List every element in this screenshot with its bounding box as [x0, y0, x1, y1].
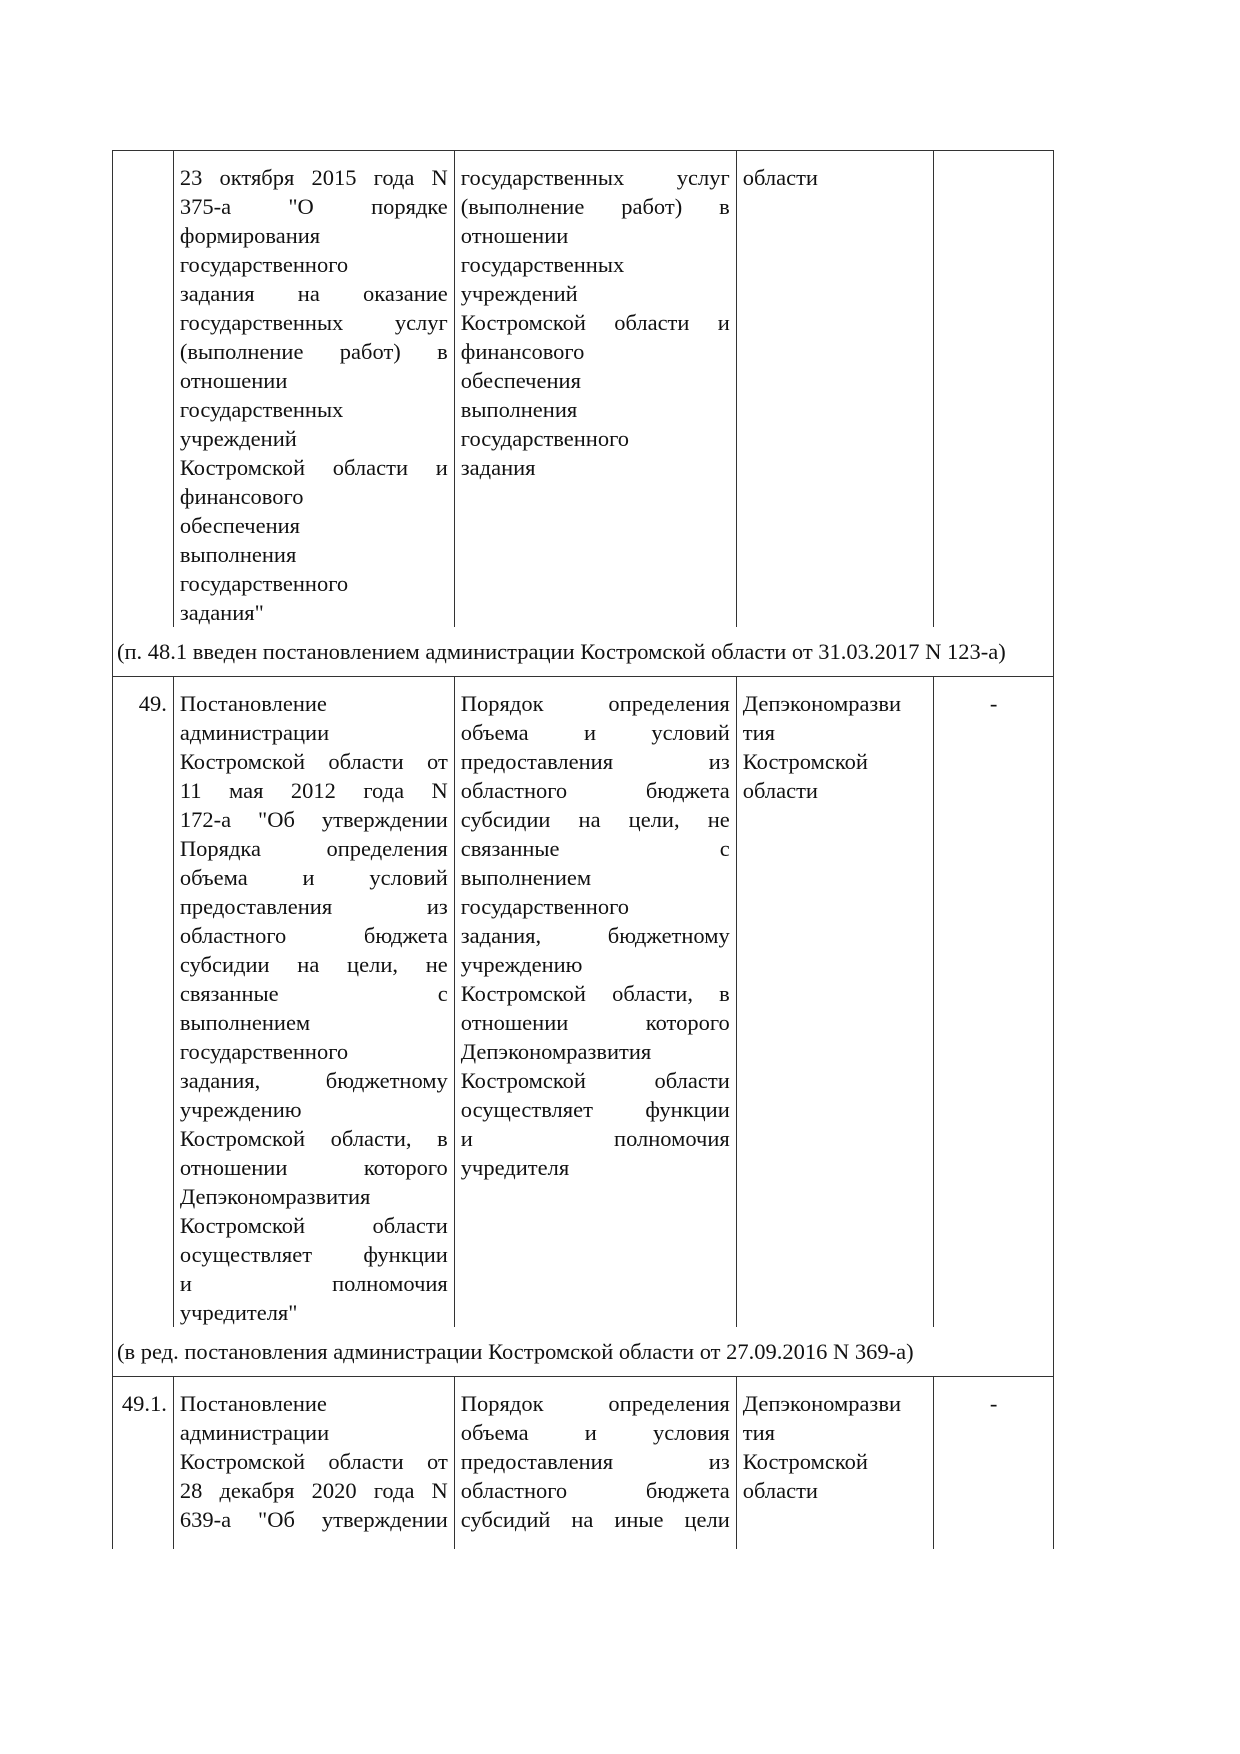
text-line: и полномочия [460, 1126, 730, 1151]
text-line: Костромской [742, 1449, 868, 1474]
text-line: задания [460, 455, 536, 480]
text-line: государственного [179, 571, 349, 596]
document-cell [173, 677, 454, 1328]
text-line: учреждений [179, 426, 297, 451]
text-line: 11 мая 2012 года N [179, 778, 448, 803]
row-number: 49. [113, 677, 174, 1328]
text-line: субсидий на иные цели [460, 1507, 730, 1532]
text-line: государственного [179, 252, 349, 277]
amendment-note-row [113, 1327, 1054, 1377]
subject-cell [454, 151, 736, 628]
text-line: областного бюджета [460, 1478, 730, 1503]
document-page [112, 150, 1054, 1549]
text-line: объема и условий [179, 865, 448, 890]
text-line: области [742, 778, 818, 803]
extra-cell [934, 151, 1054, 628]
text-line: Депэкономразвития [179, 1184, 371, 1209]
text-line: обеспечения [179, 513, 301, 538]
text-line: области [742, 1478, 818, 1503]
text-line: Депэкономразви [742, 691, 901, 716]
text-line: государственных услуг [179, 310, 448, 335]
text-line: задания, бюджетному [179, 1068, 448, 1093]
text-line: Порядка определения [179, 836, 448, 861]
row-number: 49.1. [113, 1377, 174, 1549]
text-line: отношении [460, 223, 569, 248]
document-cell [173, 1377, 454, 1549]
text-line: учредителя [460, 1155, 570, 1180]
text-line: государственных [179, 397, 344, 422]
table-row [113, 677, 1054, 1328]
text-line: предоставления из [179, 894, 448, 919]
text-line: субсидии на цели, не [179, 952, 448, 977]
text-line: Порядок определения [460, 1391, 730, 1416]
text-line: Костромской области от [179, 1449, 448, 1474]
text-line: выполнением [179, 1010, 311, 1035]
subject-cell [454, 677, 736, 1328]
text-line: осуществляет функции [460, 1097, 730, 1122]
text-line: областного бюджета [460, 778, 730, 803]
text-line: предоставления из [460, 749, 730, 774]
text-line: учреждению [460, 952, 583, 977]
responsible-cell [736, 1377, 934, 1549]
text-line: государственных услуг [460, 165, 730, 190]
text-line: задания на оказание [179, 281, 448, 306]
text-line: выполнением [460, 865, 592, 890]
text-line: государственного [460, 426, 630, 451]
text-line: Постановление [179, 691, 327, 716]
text-line: объема и условий [460, 720, 730, 745]
text-line: финансового [460, 339, 585, 364]
text-line: Костромской области и [460, 310, 730, 335]
text-line: осуществляет функции [179, 1242, 448, 1267]
text-line: Депэкономразви [742, 1391, 901, 1416]
text-line: выполнения [179, 542, 297, 567]
text-line: государственного [460, 894, 630, 919]
text-line: и полномочия [179, 1271, 448, 1296]
text-line: выполнения [460, 397, 578, 422]
amendment-note: (п. 48.1 введен постановлением администрации Костромской области от 31.03.2017 N 123-а) [113, 627, 1054, 677]
text-line: Костромской области [460, 1068, 730, 1093]
text-line: 639-а "Об утверждении [179, 1507, 448, 1532]
text-line: учреждению [179, 1097, 302, 1122]
text-line: формирования [179, 223, 321, 248]
row-number [113, 151, 174, 628]
text-line: области [742, 165, 818, 190]
text-line: учреждений [460, 281, 578, 306]
text-line: связанные с [179, 981, 448, 1006]
extra-cell: - [934, 1377, 1054, 1549]
text-line: Постановление [179, 1391, 327, 1416]
responsible-cell [736, 151, 934, 628]
text-line: Костромской области [179, 1213, 448, 1238]
text-line: тия [742, 1420, 775, 1445]
extra-cell: - [934, 677, 1054, 1328]
text-line: отношении которого [460, 1010, 730, 1035]
text-line: учредителя" [179, 1300, 298, 1325]
text-line: 23 октября 2015 года N [179, 165, 448, 190]
text-line: Костромской области от [179, 749, 448, 774]
text-line: (выполнение работ) в [179, 339, 448, 364]
text-line: 375-а "О порядке [179, 194, 448, 219]
text-line: администрации [179, 1420, 330, 1445]
text-line: связанные с [460, 836, 730, 861]
text-line: администрации [179, 720, 330, 745]
text-line: объема и условия [460, 1420, 730, 1445]
table-row [113, 151, 1054, 628]
text-line: финансового [179, 484, 304, 509]
text-line: субсидии на цели, не [460, 807, 730, 832]
text-line: государственных [460, 252, 625, 277]
text-line: областного бюджета [179, 923, 448, 948]
text-line: обеспечения [460, 368, 581, 393]
amendment-note-row [113, 627, 1054, 677]
text-line: Костромской области, в [460, 981, 730, 1006]
responsible-cell [736, 677, 934, 1328]
table-row [113, 1377, 1054, 1549]
document-cell [173, 151, 454, 628]
text-line: 172-а "Об утверждении [179, 807, 448, 832]
text-line: Костромской области, в [179, 1126, 448, 1151]
text-line: Порядок определения [460, 691, 730, 716]
regulations-table [112, 150, 1054, 1549]
text-line: (выполнение работ) в [460, 194, 730, 219]
text-line: государственного [179, 1039, 349, 1064]
text-line: 28 декабря 2020 года N [179, 1478, 448, 1503]
text-line: отношении [179, 368, 288, 393]
text-line: задания" [179, 600, 264, 625]
text-line: отношении которого [179, 1155, 448, 1180]
amendment-note: (в ред. постановления администрации Костромской области от 27.09.2016 N 369-а) [113, 1327, 1054, 1377]
text-line: Костромской области и [179, 455, 448, 480]
text-line: задания, бюджетному [460, 923, 730, 948]
text-line: Костромской [742, 749, 868, 774]
text-line: предоставления из [460, 1449, 730, 1474]
text-line: Депэкономразвития [460, 1039, 652, 1064]
text-line: тия [742, 720, 775, 745]
subject-cell [454, 1377, 736, 1549]
